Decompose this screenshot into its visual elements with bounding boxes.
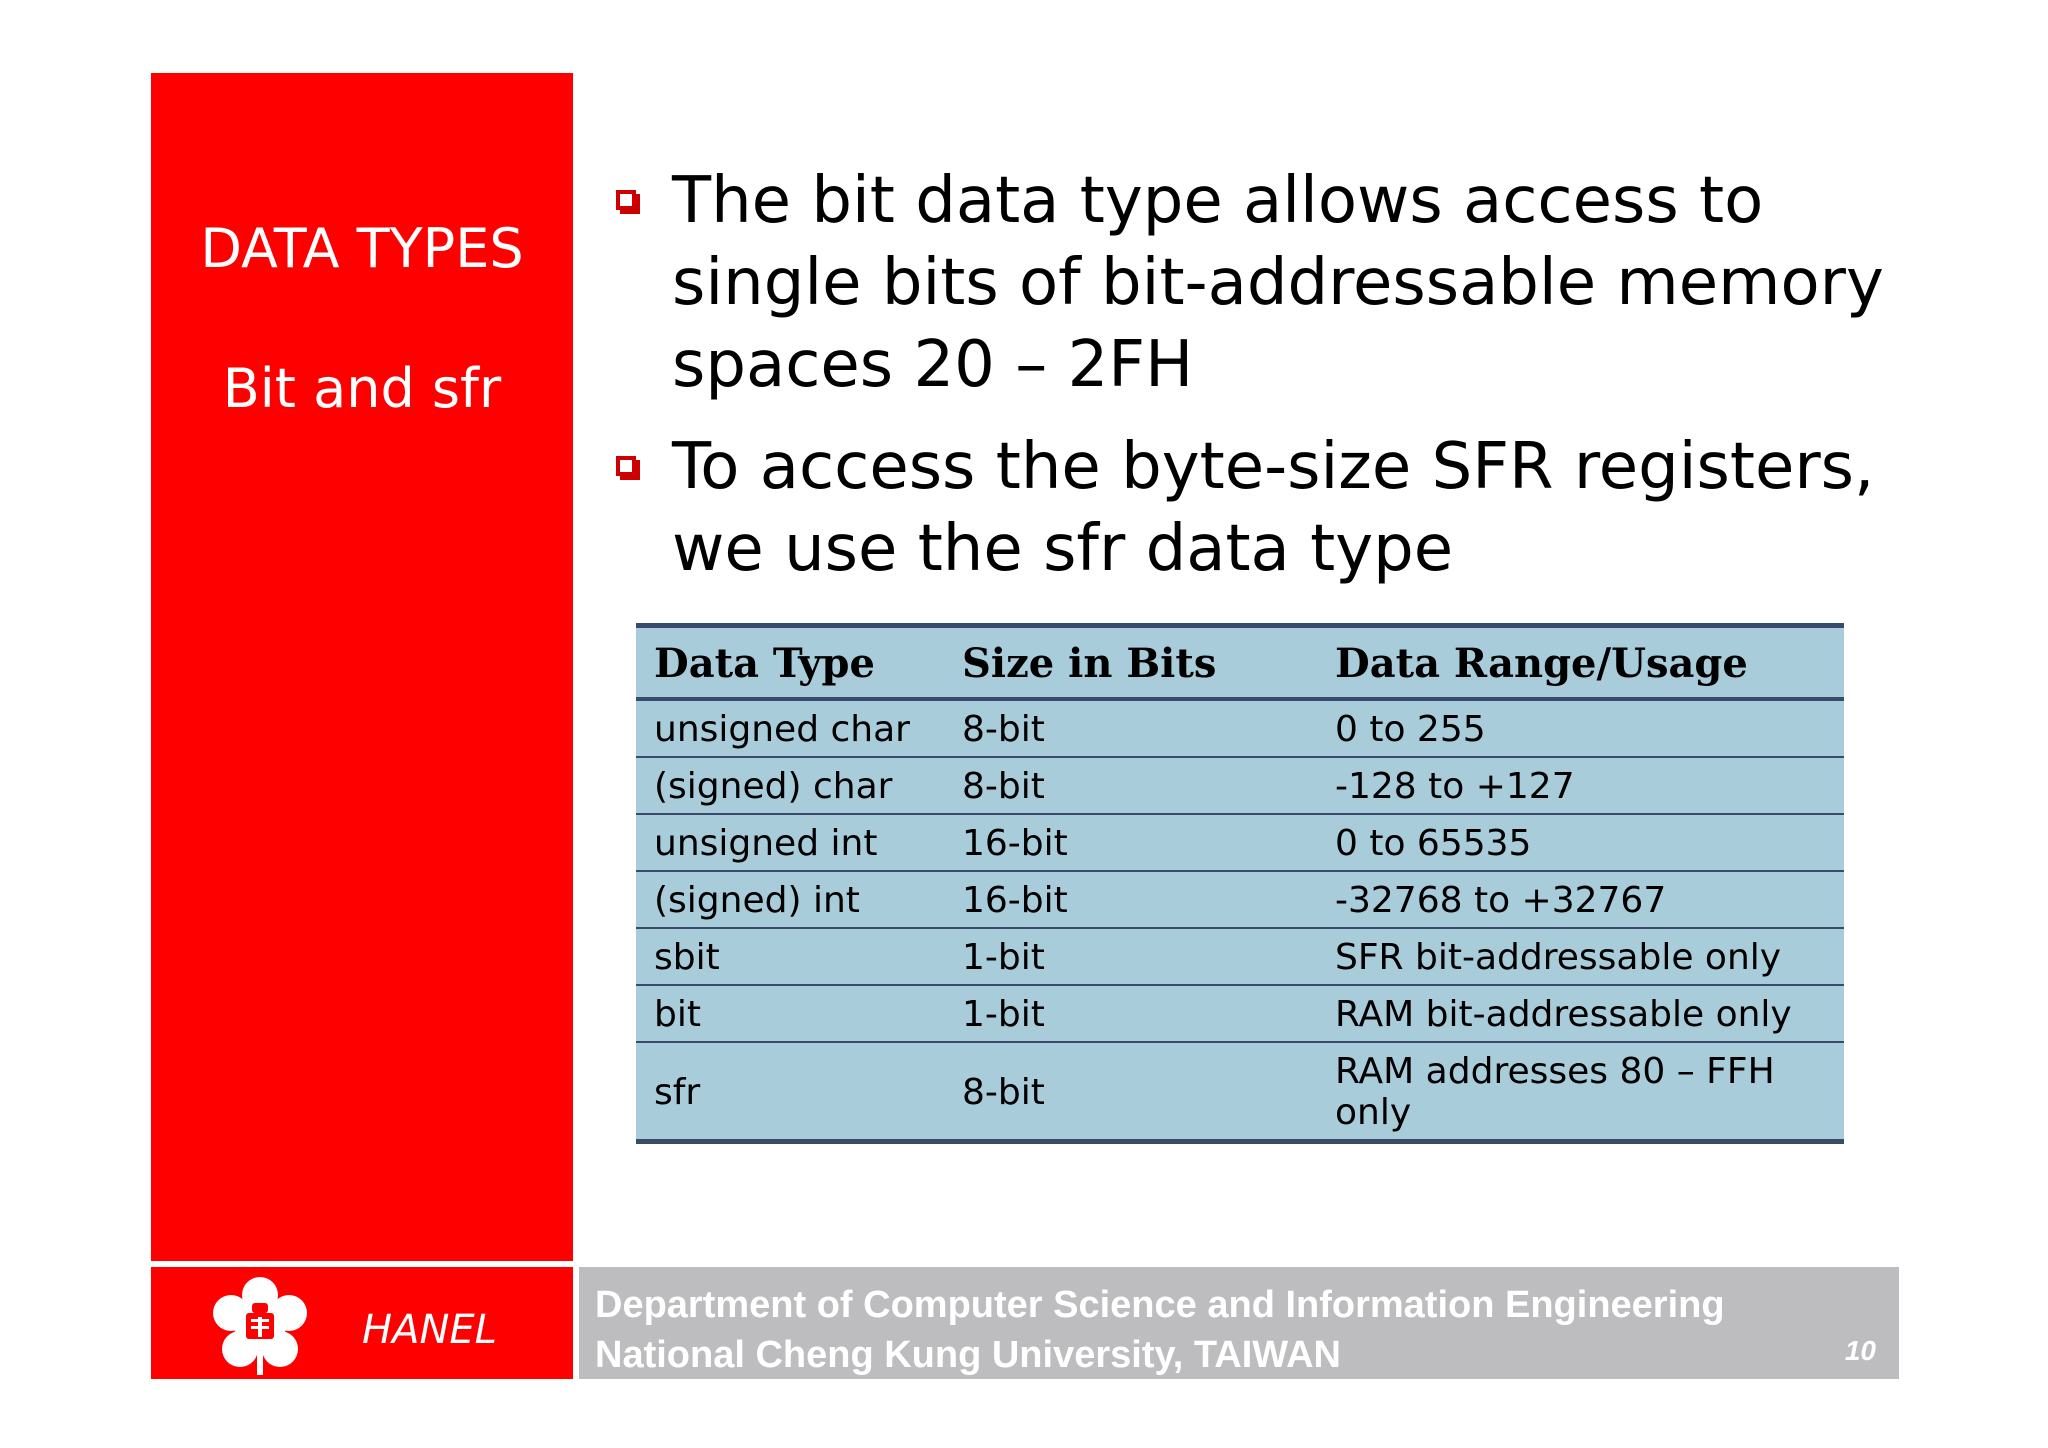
page-number: 10 [1844, 1335, 1876, 1366]
author-name: HANEL [362, 1307, 497, 1353]
table-cell: RAM bit-addressable only [1317, 985, 1844, 1042]
bullet-item [672, 160, 1884, 406]
table-cell: unsigned int [636, 814, 944, 871]
table-cell: SFR bit-addressable only [1317, 928, 1844, 985]
table-row [636, 814, 1844, 871]
table-cell: -32768 to +32767 [1317, 871, 1844, 928]
table-cell: 0 to 255 [1317, 699, 1844, 757]
table-cell: 16-bit [944, 814, 1317, 871]
table-row [636, 699, 1844, 757]
table-row [636, 985, 1844, 1042]
table-cell: unsigned char [636, 699, 944, 757]
table-cell: 8-bit [962, 1071, 1045, 1113]
square-bullet-icon [616, 190, 636, 210]
table-cell: -128 to +127 [1317, 757, 1844, 814]
square-bullet-icon [616, 456, 636, 476]
table-row [636, 1042, 1844, 1142]
table-header-row [636, 626, 1844, 700]
table-row [636, 757, 1844, 814]
table-cell: sfr [654, 1071, 701, 1113]
table-cell: (signed) char [636, 757, 944, 814]
sidebar-title: DATA TYPES [200, 217, 524, 280]
table-row [636, 871, 1844, 928]
data-types-table [636, 623, 1844, 1144]
bullet-text: To access the byte-size SFR registers, we use the sfr data type [672, 430, 1875, 586]
footer-department [595, 1280, 1725, 1380]
column-header: Size in Bits [944, 626, 1317, 700]
sidebar-subtitle: Bit and sfr [222, 357, 502, 420]
table-cell: 1-bit [944, 985, 1317, 1042]
department-line: Department of Computer Science and Information Engineering [595, 1284, 1725, 1326]
column-header: Data Type [636, 626, 944, 700]
table-cell: sbit [636, 928, 944, 985]
university-seal-icon [200, 1273, 320, 1377]
bullet-text: The bit data type allows access to single bits of bit-addressable memory spaces 20 – 2FH [672, 164, 1884, 402]
table-row [636, 928, 1844, 985]
table-cell: 0 to 65535 [1317, 814, 1844, 871]
column-header: Data Range/Usage [1317, 626, 1844, 700]
table-cell: (signed) int [636, 871, 944, 928]
bullet-item [672, 426, 1874, 590]
table-cell: 8-bit [944, 757, 1317, 814]
table-cell: RAM addresses 80 – FFH only [1335, 1051, 1775, 1133]
university-line: National Cheng Kung University, TAIWAN [595, 1334, 1341, 1376]
table-cell: bit [636, 985, 944, 1042]
table-cell: 16-bit [944, 871, 1317, 928]
table-cell: 8-bit [944, 699, 1317, 757]
table-cell: 1-bit [944, 928, 1317, 985]
